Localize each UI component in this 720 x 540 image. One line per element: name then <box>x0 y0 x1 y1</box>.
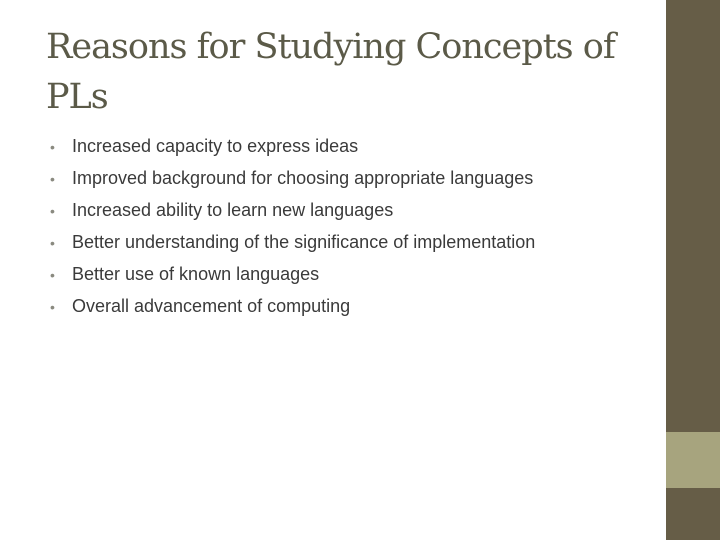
bullet-icon: • <box>50 299 55 315</box>
bullet-icon: • <box>50 267 55 283</box>
bullet-icon: • <box>50 235 55 251</box>
bullet-icon: • <box>50 203 55 219</box>
bullet-text: Improved background for choosing appropriate languages <box>72 168 534 188</box>
bullet-list <box>50 130 650 322</box>
sidebar-dark-band-bottom <box>666 488 720 540</box>
list-item <box>50 290 650 322</box>
list-item <box>50 194 650 226</box>
bullet-text: Better use of known languages <box>72 264 320 284</box>
slide-title: Reasons for Studying Concepts of PLs <box>46 27 615 117</box>
bullet-text: Increased ability to learn new languages <box>72 200 394 220</box>
list-item <box>50 130 650 162</box>
bullet-icon: • <box>50 171 55 187</box>
bullet-text: Overall advancement of computing <box>72 296 351 316</box>
sidebar-accent-band <box>666 432 720 488</box>
list-item <box>50 226 650 258</box>
bullet-icon: • <box>50 139 55 155</box>
list-item <box>50 162 650 194</box>
list-item <box>50 258 650 290</box>
bullet-text: Increased capacity to express ideas <box>72 136 359 156</box>
decorative-sidebar <box>666 0 720 540</box>
sidebar-dark-band <box>666 0 720 432</box>
bullet-text: Better understanding of the significance of implementation <box>72 232 536 252</box>
